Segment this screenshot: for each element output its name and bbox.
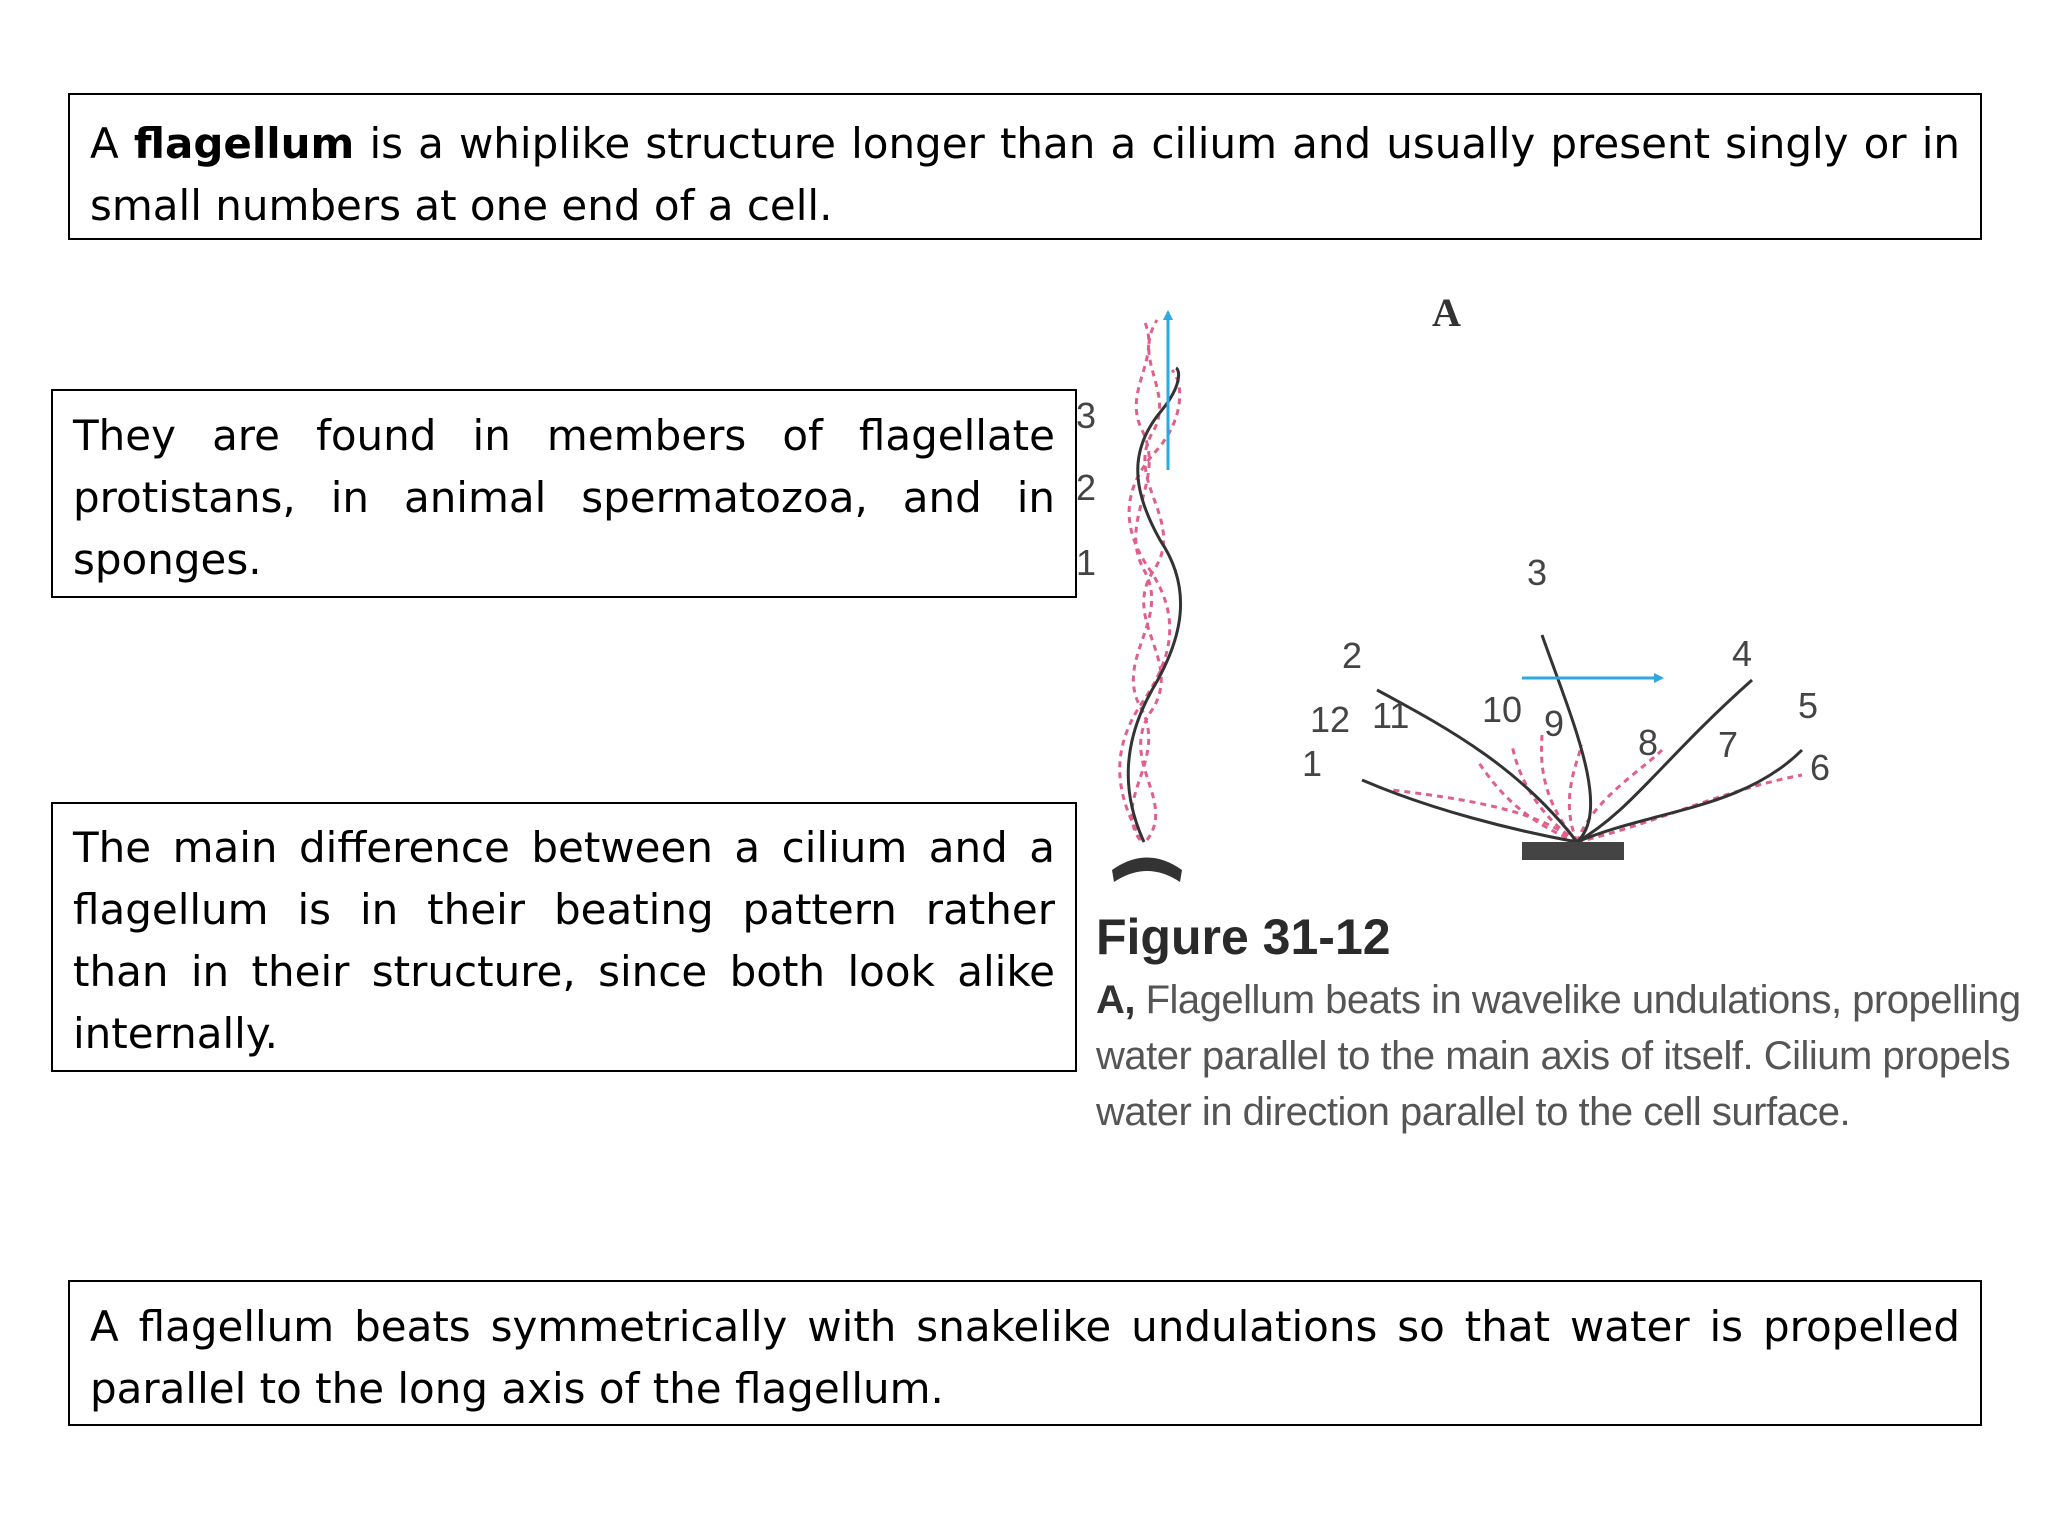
cilium-base [1522, 842, 1624, 860]
occurrence-box [51, 389, 1077, 598]
beating-text: A flagellum beats symmetrically with snakelike undulations so that water is propelled parallel to the long axis of the flagellum. [90, 1302, 1960, 1413]
cilium-label: 12 [1310, 699, 1351, 740]
cilium-label: 9 [1544, 703, 1565, 744]
cilium-label: 7 [1718, 724, 1739, 765]
flagellum-label: 3 [1076, 395, 1097, 436]
difference-text: The main difference between a cilium and a flagellum is in their beating pattern rather than in their structure, since both look alike internally. [73, 823, 1055, 1058]
definition-prefix: A [90, 119, 134, 168]
flagellum-term: flagellum [133, 119, 355, 168]
definition-rest: is a whiplike structure longer than a cilium and usually present singly or in small numbers at one end of a cell. [90, 119, 1960, 230]
cilium-label: 6 [1810, 747, 1831, 788]
cilium-label: 3 [1527, 552, 1548, 593]
difference-box [51, 802, 1077, 1072]
cilium-label: 11 [1372, 695, 1410, 736]
cilium-label: 10 [1482, 689, 1523, 730]
flagellum-label: 1 [1076, 542, 1097, 583]
figure-caption [1096, 902, 2046, 1140]
beating-pattern-box [68, 1280, 1982, 1426]
cilium-label: 2 [1342, 635, 1363, 676]
cilium-beat [1302, 552, 1830, 860]
flagellum-base [1112, 858, 1182, 883]
flagellum-waves [1076, 312, 1182, 882]
flagellum-definition-box [68, 93, 1982, 240]
caption-lead: A, [1096, 978, 1135, 1022]
flagellum-label: 2 [1076, 467, 1097, 508]
caption-text: Flagellum beats in wavelike undulations, propelling water parallel to the main axis of itself. Cilium propels water in direction parallel to the cell surface. [1096, 978, 2021, 1134]
cilium-label: 5 [1798, 685, 1819, 726]
cilium-dashed-stroke [1477, 760, 1577, 842]
figure-description [1096, 972, 2046, 1140]
flagellum-dashed-wave [1141, 320, 1164, 840]
figure-title: Figure 31-12 [1096, 909, 1391, 965]
occurrence-text: They are found in members of flagellate protistans, in animal spermatozoa, and in sponges. [73, 411, 1055, 584]
cilium-label: 4 [1732, 633, 1753, 674]
panel-label: A [1432, 290, 1461, 335]
cilium-label: 1 [1302, 743, 1323, 784]
flagellum-solid-wave [1128, 368, 1180, 842]
cilium-label: 8 [1638, 722, 1659, 763]
cilium-dashed-stroke [1569, 745, 1582, 842]
